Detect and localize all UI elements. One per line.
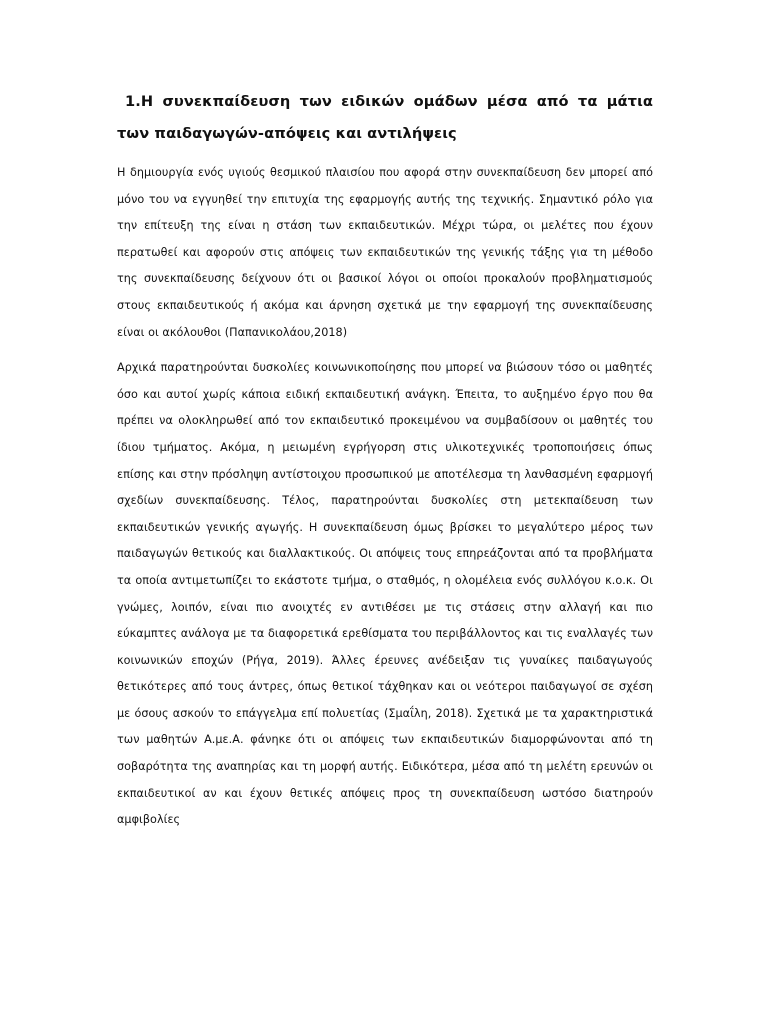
section-heading: 1.Η συνεκπαίδευση των ειδικών ομάδων μέσα από τα μάτια των παιδαγωγών-απόψεις και αντιλήψεις	[117, 93, 653, 142]
document-page	[117, 86, 653, 843]
paragraph-intro: Η δημιουργία ενός υγιούς θεσμικού πλαισίου που αφορά στην συνεκπαίδευση δεν μπορεί από μόνο του να εγγυηθεί την επιτυχία της εφαρμογής αυτής της τεχνικής. Σημαντικό ρόλο για την επίτευξη της είναι η στάση των εκπαιδευτικών. Μέχρι τώρα, οι μελέτες που έχουν περατωθεί και αφορούν στις απόψεις των εκπαιδευτικών της γενικής τάξης για τη μέθοδο της συνεκπαίδευσης δείχνουν ότι οι βασικοί λόγοι οι οποίοι προκαλούν προβληματισμούς στους εκπαιδευτικούς ή ακόμα και άρνηση σχετικά με την εφαρμογή της συνεκπαίδευσης είναι οι ακόλουθοι (Παπανικολάου,2018)	[117, 166, 653, 339]
paragraph-difficulties: Αρχικά παρατηρούνται δυσκολίες κοινωνικοποίησης που μπορεί να βιώσουν τόσο οι μαθητές όσο και αυτοί χωρίς κάποια ειδική εκπαιδευτική ανάγκη. Έπειτα, το αυξημένο έργο που θα πρέπει να ολοκληρωθεί από τον εκπαιδευτικό προκειμένου να συμβαδίσουν οι μαθητές του ίδιου τμήματος. Ακόμα, η μειωμένη εγρήγορση στις υλικοτεχνικές τροποποιήσεις όπως επίσης και στην πρόσληψη αντίστοιχου προσωπικού με αποτέλεσμα τη λανθασμένη εφαρμογή σχεδίων συνεκπαίδευσης. Τέλος, παρατηρούνται δυσκολίες στη μετεκπαίδευση των εκπαιδευτικών γενικής αγωγής. Η συνεκπαίδευση όμως βρίσκει το μεγαλύτερο μέρος των παιδαγωγών θετικούς και διαλλακτικούς. Οι απόψεις τους επηρεάζονται από τα προβλήματα τα οποία αντιμετωπίζει το εκάστοτε τμήμα, ο σταθμός, η ολομέλεια ενός συλλόγου κ.ο.κ. Οι γνώμες, λοιπόν, είναι πιο ανοιχτές εν αντιθέσει με τις στάσεις στην αλλαγή και πιο εύκαμπτες ανάλογα με τα διαφορετικά ερεθίσματα του περιβάλλοντος και τις εναλλαγές των κοινωνικών εποχών (Ρήγα, 2019). Άλλες έρευνες ανέδειξαν τις γυναίκες παιδαγωγούς θετικότερες από τους άντρες, όπως θετικοί τάχθηκαν και οι νεότεροι παιδαγωγοί σε σχέση με όσους ασκούν το επάγγελμα επί πολυετίας (Σμαΐλη, 2018). Σχετικά με τα χαρακτηριστικά των μαθητών Α.με.Α. φάνηκε ότι οι απόψεις των εκπαιδευτικών διαμορφώνονται από τη σοβαρότητα της αναπηρίας και τη μορφή αυτής. Ειδικότερα, μέσα από τη μελέτη ερευνών οι εκπαιδευτικοί αν και έχουν θετικές απόψεις προς τη συνεκπαίδευση ωστόσο διατηρούν αμφιβολίες	[117, 361, 653, 827]
